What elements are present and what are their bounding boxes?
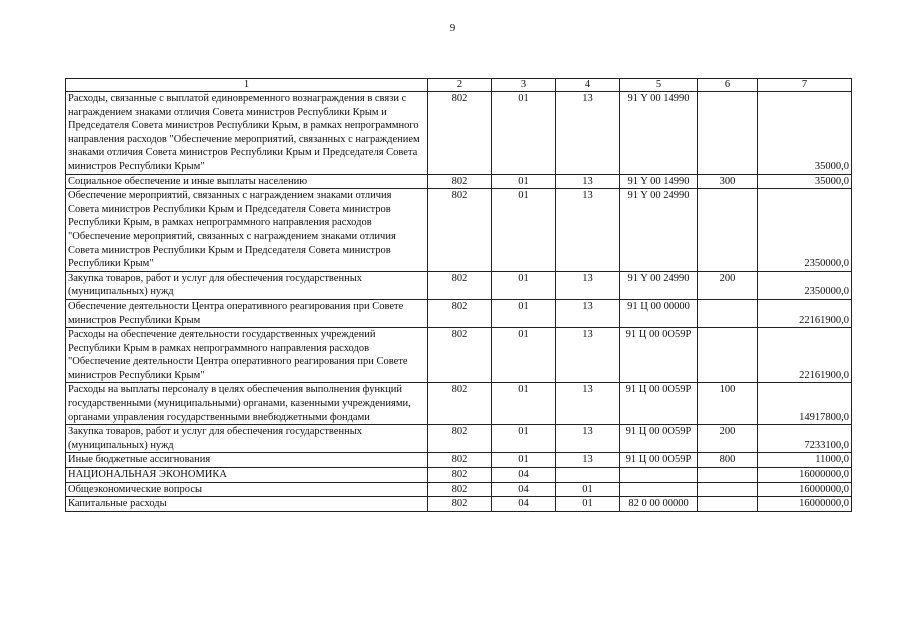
header-cell: 3 [492, 79, 556, 92]
row-target-article: 91 Ц 00 0О59Р [620, 453, 698, 468]
row-name: Социальное обеспечение и иные выплаты населению [66, 174, 428, 189]
page-number: 9 [449, 22, 456, 34]
header-cell: 4 [556, 79, 620, 92]
row-target-article: 91 Ц 00 0О59Р [620, 328, 698, 383]
table-row [66, 271, 852, 299]
row-expense-type [698, 92, 758, 175]
row-name: Закупка товаров, работ и услуг для обеспечения государственных (муниципальных) нужд [66, 425, 428, 453]
row-name: Иные бюджетные ассигнования [66, 453, 428, 468]
row-ministry-code: 802 [428, 425, 492, 453]
row-expense-type [698, 468, 758, 483]
header-cell: 2 [428, 79, 492, 92]
row-subsection [556, 468, 620, 483]
row-amount: 16000000,0 [758, 468, 852, 483]
row-subsection: 13 [556, 328, 620, 383]
row-target-article: 91 Y 00 14990 [620, 92, 698, 175]
row-expense-type [698, 299, 758, 327]
row-ministry-code: 802 [428, 328, 492, 383]
row-name: НАЦИОНАЛЬНАЯ ЭКОНОМИКА [66, 468, 428, 483]
row-expense-type [698, 328, 758, 383]
row-amount: 16000000,0 [758, 482, 852, 497]
row-ministry-code: 802 [428, 174, 492, 189]
row-name: Расходы на выплаты персоналу в целях обеспечения выполнения функций государственными (муниципальными) органами, казенными учреждениями, органами управления государственными внебюджетными фондами [66, 383, 428, 425]
row-ministry-code: 802 [428, 383, 492, 425]
row-ministry-code: 802 [428, 92, 492, 175]
row-section: 01 [492, 383, 556, 425]
row-ministry-code: 802 [428, 271, 492, 299]
table-row [66, 189, 852, 272]
row-amount: 11000,0 [758, 453, 852, 468]
row-subsection: 13 [556, 189, 620, 272]
row-target-article: 91 Ц 00 00000 [620, 299, 698, 327]
row-name: Капитальные расходы [66, 497, 428, 512]
row-amount: 14917800,0 [758, 383, 852, 425]
row-section: 01 [492, 174, 556, 189]
table-row [66, 174, 852, 189]
row-target-article [620, 482, 698, 497]
row-subsection: 01 [556, 482, 620, 497]
table-row [66, 299, 852, 327]
row-amount: 22161900,0 [758, 328, 852, 383]
row-expense-type: 100 [698, 383, 758, 425]
table-row [66, 328, 852, 383]
row-amount: 22161900,0 [758, 299, 852, 327]
row-subsection: 01 [556, 497, 620, 512]
row-amount: 35000,0 [758, 92, 852, 175]
row-expense-type [698, 482, 758, 497]
row-section: 01 [492, 328, 556, 383]
row-section: 01 [492, 453, 556, 468]
row-section: 04 [492, 482, 556, 497]
row-expense-type: 200 [698, 425, 758, 453]
table-row [66, 92, 852, 175]
row-section: 01 [492, 92, 556, 175]
budget-table [65, 78, 852, 512]
row-expense-type: 800 [698, 453, 758, 468]
row-ministry-code: 802 [428, 482, 492, 497]
row-expense-type: 200 [698, 271, 758, 299]
row-amount: 16000000,0 [758, 497, 852, 512]
row-section: 01 [492, 271, 556, 299]
header-cell: 1 [66, 79, 428, 92]
row-section: 04 [492, 468, 556, 483]
table-row [66, 497, 852, 512]
table-row [66, 482, 852, 497]
row-ministry-code: 802 [428, 453, 492, 468]
row-amount: 35000,0 [758, 174, 852, 189]
table-row [66, 468, 852, 483]
row-target-article [620, 468, 698, 483]
table-header-row [66, 79, 852, 92]
row-subsection: 13 [556, 92, 620, 175]
row-expense-type [698, 497, 758, 512]
row-subsection: 13 [556, 271, 620, 299]
row-target-article: 91 Y 00 24990 [620, 189, 698, 272]
row-amount: 7233100,0 [758, 425, 852, 453]
row-expense-type: 300 [698, 174, 758, 189]
row-name: Расходы на обеспечение деятельности государственных учреждений Республики Крым в рамках непрограммного направления расходов "Обеспечение деятельности Центра оперативного реагирования при Совете министров Республики Крым" [66, 328, 428, 383]
row-expense-type [698, 189, 758, 272]
row-subsection: 13 [556, 299, 620, 327]
row-subsection: 13 [556, 425, 620, 453]
header-cell: 6 [698, 79, 758, 92]
row-name: Обеспечение мероприятий, связанных с награждением знаками отличия Совета министров Республики Крым и Председателя Совета министров Республики Крым, в рамках непрограммного направления расходов "Обеспечение мероприятий, связанных с награждением знаками отличия Совета министров Республики Крым и Председателя Совета министров Республики Крым" [66, 189, 428, 272]
row-section: 01 [492, 189, 556, 272]
row-ministry-code: 802 [428, 497, 492, 512]
row-section: 01 [492, 299, 556, 327]
row-name: Закупка товаров, работ и услуг для обеспечения государственных (муниципальных) нужд [66, 271, 428, 299]
table-row [66, 383, 852, 425]
row-ministry-code: 802 [428, 189, 492, 272]
row-subsection: 13 [556, 383, 620, 425]
table-row [66, 453, 852, 468]
row-subsection: 13 [556, 453, 620, 468]
row-target-article: 91 Ц 00 0О59Р [620, 425, 698, 453]
row-section: 04 [492, 497, 556, 512]
row-subsection: 13 [556, 174, 620, 189]
row-target-article: 82 0 00 00000 [620, 497, 698, 512]
row-section: 01 [492, 425, 556, 453]
header-cell: 7 [758, 79, 852, 92]
header-cell: 5 [620, 79, 698, 92]
row-target-article: 91 Y 00 14990 [620, 174, 698, 189]
row-name: Расходы, связанные с выплатой единовременного вознаграждения в связи с награждением знаками отличия Совета министров Республики Крым и Председателя Совета министров Республики Крым, в рамках непрограммного направления расходов "Обеспечение мероприятий, связанных с награждением знаками отличия Совета министров Республики Крым и Председателя Совета министров Республики Крым" [66, 92, 428, 175]
row-ministry-code: 802 [428, 468, 492, 483]
row-name: Общеэкономические вопросы [66, 482, 428, 497]
row-ministry-code: 802 [428, 299, 492, 327]
row-amount: 2350000,0 [758, 189, 852, 272]
row-amount: 2350000,0 [758, 271, 852, 299]
table-row [66, 425, 852, 453]
row-name: Обеспечение деятельности Центра оперативного реагирования при Совете министров Республики Крым [66, 299, 428, 327]
row-target-article: 91 Ц 00 0О59Р [620, 383, 698, 425]
row-target-article: 91 Y 00 24990 [620, 271, 698, 299]
